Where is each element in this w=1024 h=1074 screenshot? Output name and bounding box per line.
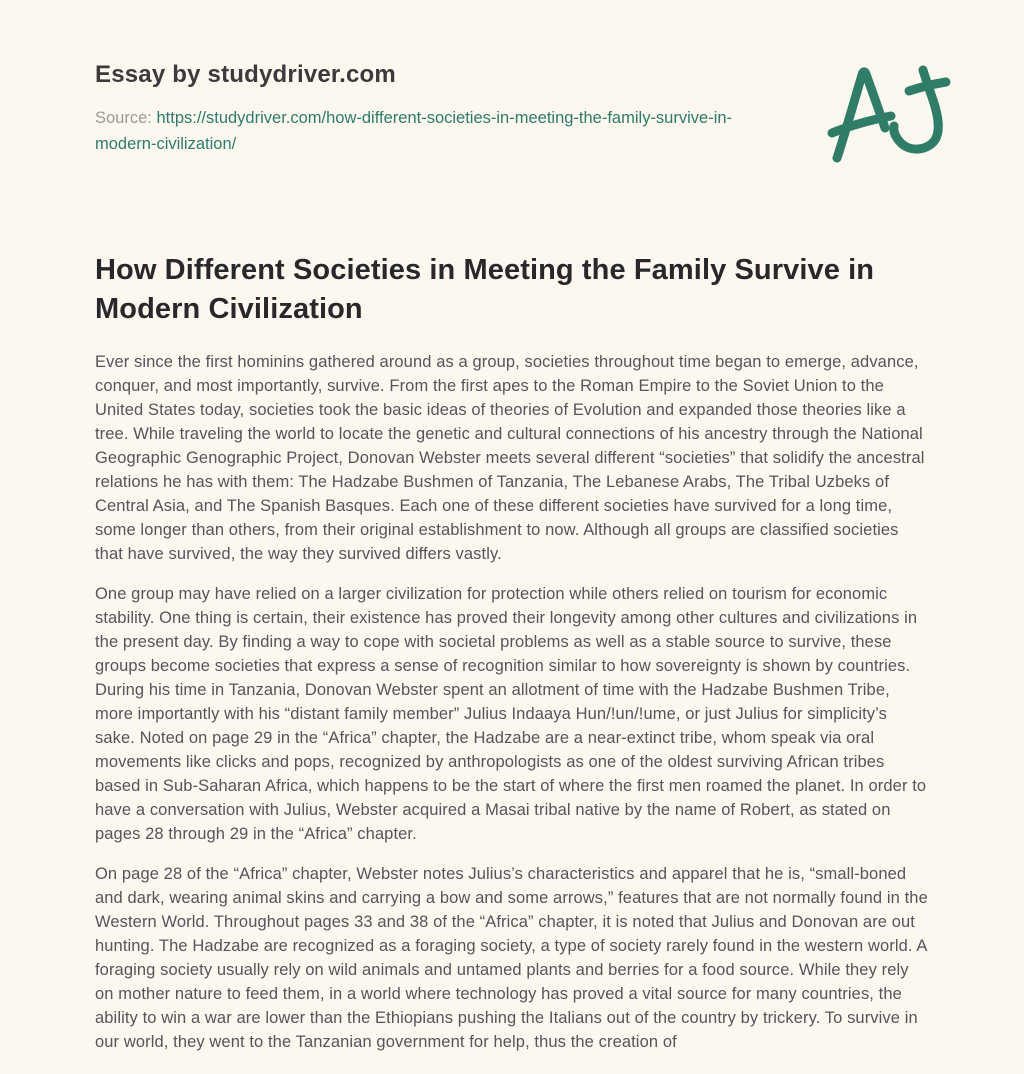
source-label: Source: (95, 109, 152, 127)
a-plus-logo-icon (820, 55, 960, 180)
source-link[interactable]: https://studydriver.com/how-different-societies-in-meeting-the-family-survive-in-modern-civilization/ (95, 109, 733, 153)
essay-paragraph: One group may have relied on a larger civilization for protection while others relied on tourism for economic stability. One thing is certain, their existence has proved their longevity among other cultures and civilizations in the present day. By finding a way to cope with societal problems as well as a stable source to survive, these groups become societies that express a sense of recognition similar to how sovereignty is shown by countries. During his time in Tanzania, Donovan Webster spent an allotment of time with the Hadzabe Bushmen Tribe, more importantly with his “distant family member” Julius Indaaya Hun/!un/!ume, or just Julius for simplicity’s sake. Noted on page 29 in the “Africa” chapter, the Hadzabe are a near-extinct tribe, whom speak via oral movements like clicks and pops, recognized by anthropologists as one of the oldest surviving African tribes based in Sub-Saharan Africa, which happens to be the start of where the first men roamed the planet. In order to have a conversation with Julius, Webster acquired a Masai tribal native by the name of Robert, as stated on pages 28 through 29 in the “Africa” chapter. (95, 585, 927, 843)
essay-body (95, 350, 929, 1054)
source-line (95, 105, 763, 157)
essay-paragraph: On page 28 of the “Africa” chapter, Webster notes Julius’s characteristics and apparel that he is, “small-boned and dark, wearing animal skins and carrying a bow and some arrows,” features that are not normally found in the Western World. Throughout pages 33 and 38 of the “Africa” chapter, it is noted that Julius and Donovan are out hunting. The Hadzabe are recognized as a foraging society, a type of society rarely found in the western world. A foraging society usually rely on wild animals and untamed plants and berries for a food source. While they rely on mother nature to feed them, in a world where technology has proved a vital source for many countries, the ability to win a war are lower than the Ethiopians pushing the Italians out of the country by trickery. To survive in our world, they went to the Tanzanian government for help, thus the creation of (95, 865, 928, 1051)
page-title: Essay by studydriver.com (95, 61, 396, 88)
essay-paragraph: Ever since the first hominins gathered around as a group, societies throughout time began to emerge, advance, conquer, and most importantly, survive. From the first apes to the Roman Empire to the Soviet Union to the United States today, societies took the basic ideas of theories of Evolution and expanded those theories like a tree. While traveling the world to locate the genetic and cultural connections of his ancestry through the National Geographic Genographic Project, Donovan Webster meets several different “societies” that solidify the ancestral relations he has with them: The Hadzabe Bushmen of Tanzania, The Lebanese Arabs, The Tribal Uzbeks of Central Asia, and The Spanish Basques. Each one of these different societies have survived for a long time, some longer than others, from their original establishment to now. Although all groups are classified societies that have survived, the way they survived differs vastly. (95, 353, 925, 563)
essay-content (0, 61, 1024, 1054)
essay-title: How Different Societies in Meeting the Family Survive in Modern Civilization (95, 254, 875, 325)
